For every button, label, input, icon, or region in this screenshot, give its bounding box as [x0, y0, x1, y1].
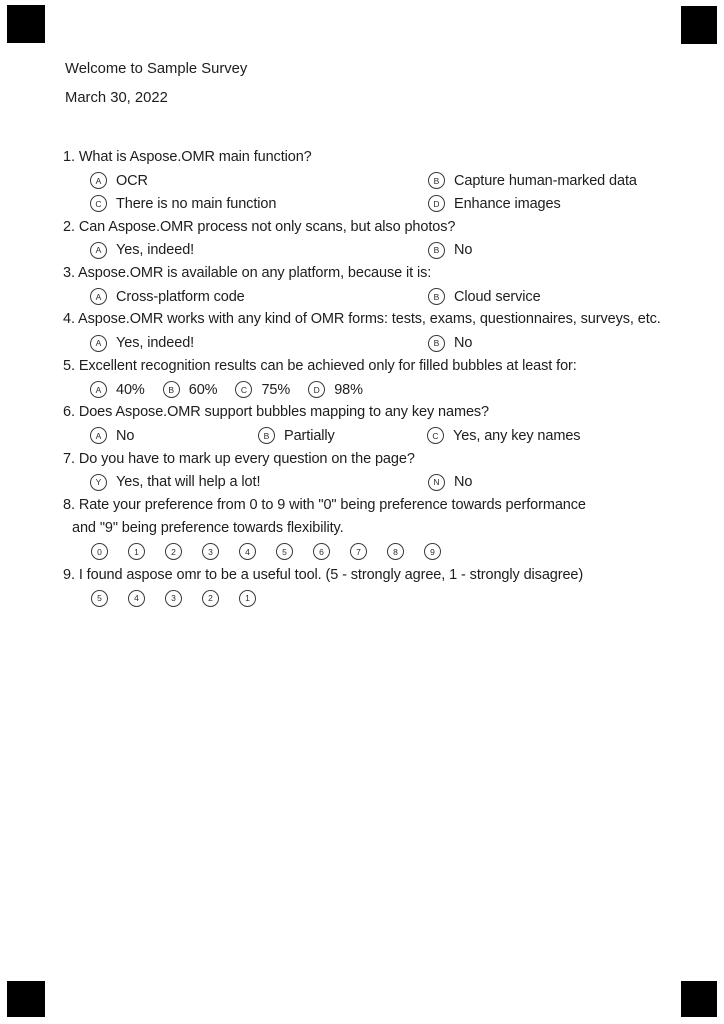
answer-bubble-y[interactable]: Y [90, 474, 107, 491]
answer-option[interactable] [428, 239, 713, 262]
answer-option[interactable] [91, 587, 108, 610]
answer-bubble-a[interactable]: A [90, 288, 107, 305]
answer-option[interactable] [313, 540, 330, 563]
answer-option[interactable] [90, 378, 145, 401]
answer-option[interactable] [258, 424, 427, 447]
answer-option-label: 98% [334, 381, 363, 398]
answer-option-label: No [454, 474, 473, 491]
answer-option-label: Enhance images [454, 195, 561, 212]
question-text: 5. Excellent recognition results can be achieved only for filled bubbles at least for: [63, 357, 577, 374]
answer-bubble-4[interactable]: 4 [239, 543, 256, 560]
answer-bubble-4[interactable]: 4 [128, 590, 145, 607]
answer-option-label: Capture human-marked data [454, 172, 637, 189]
registration-marker-bottom-left [7, 981, 45, 1017]
answer-bubble-1[interactable]: 1 [128, 543, 145, 560]
answer-bubble-b[interactable]: B [163, 381, 180, 398]
answer-option-label: Cloud service [454, 288, 541, 305]
question-text: 4. Aspose.OMR works with any kind of OMR forms: tests, exams, questionnaires, surveys, etc. [63, 311, 661, 328]
answer-option[interactable] [90, 424, 258, 447]
answer-bubble-d[interactable]: D [428, 195, 445, 212]
options-row [91, 540, 713, 563]
question [63, 308, 713, 354]
survey-title: Welcome to Sample Survey [65, 61, 248, 77]
answer-bubble-a[interactable]: A [90, 427, 107, 444]
registration-marker-top-left [7, 5, 45, 43]
answer-option[interactable] [239, 587, 256, 610]
answer-option[interactable] [90, 192, 428, 215]
answer-bubble-b[interactable]: B [428, 335, 445, 352]
answer-bubble-n[interactable]: N [428, 474, 445, 491]
question-text: and "9" being preference towards flexibility. [72, 520, 344, 537]
answer-option[interactable] [235, 378, 290, 401]
answer-bubble-c[interactable]: C [90, 195, 107, 212]
question-text: 2. Can Aspose.OMR process not only scans, but also photos? [63, 218, 456, 235]
questions-list [63, 146, 713, 610]
answer-option[interactable] [239, 540, 256, 563]
answer-option[interactable] [163, 378, 218, 401]
answer-option[interactable] [202, 540, 219, 563]
survey-date: March 30, 2022 [65, 90, 168, 106]
answer-option[interactable] [428, 471, 713, 494]
answer-option-label: Yes, that will help a lot! [116, 474, 261, 491]
answer-bubble-9[interactable]: 9 [424, 543, 441, 560]
answer-option[interactable] [428, 332, 713, 355]
answer-option[interactable] [424, 540, 441, 563]
answer-option[interactable] [428, 169, 713, 192]
answer-option[interactable] [165, 540, 182, 563]
answer-bubble-b[interactable]: B [428, 288, 445, 305]
question [63, 262, 713, 308]
answer-option[interactable] [165, 587, 182, 610]
answer-bubble-b[interactable]: B [428, 242, 445, 259]
options-row [90, 285, 713, 308]
answer-option[interactable] [90, 285, 428, 308]
answer-bubble-c[interactable]: C [427, 427, 444, 444]
question [63, 401, 713, 447]
question [63, 146, 713, 216]
answer-option-label: No [454, 335, 473, 352]
answer-option-label: There is no main function [116, 195, 277, 212]
answer-option[interactable] [387, 540, 404, 563]
answer-option[interactable] [128, 540, 145, 563]
question-text: 6. Does Aspose.OMR support bubbles mapping to any key names? [63, 404, 490, 421]
answer-option-label: No [116, 427, 135, 444]
options-row [90, 424, 713, 447]
answer-bubble-a[interactable]: A [90, 381, 107, 398]
answer-option-label: Yes, any key names [453, 427, 581, 444]
answer-bubble-5[interactable]: 5 [276, 543, 293, 560]
answer-bubble-3[interactable]: 3 [202, 543, 219, 560]
answer-bubble-a[interactable]: A [90, 242, 107, 259]
question [63, 355, 713, 401]
answer-option-label: Partially [284, 427, 335, 444]
question-text: 3. Aspose.OMR is available on any platform, because it is: [63, 264, 432, 281]
answer-bubble-3[interactable]: 3 [165, 590, 182, 607]
answer-bubble-7[interactable]: 7 [350, 543, 367, 560]
answer-bubble-5[interactable]: 5 [91, 590, 108, 607]
options-row [90, 378, 713, 401]
options-row [90, 332, 713, 355]
answer-bubble-2[interactable]: 2 [202, 590, 219, 607]
options-row [90, 169, 713, 215]
answer-bubble-a[interactable]: A [90, 172, 107, 189]
answer-option[interactable] [91, 540, 108, 563]
answer-option-label: 40% [116, 381, 145, 398]
answer-option[interactable] [90, 332, 428, 355]
answer-bubble-0[interactable]: 0 [91, 543, 108, 560]
answer-bubble-8[interactable]: 8 [387, 543, 404, 560]
question [63, 216, 713, 262]
options-row [91, 587, 713, 610]
answer-option[interactable] [128, 587, 145, 610]
question-text: 8. Rate your preference from 0 to 9 with "0" being preference towards performance [63, 496, 586, 513]
answer-option[interactable] [427, 424, 713, 447]
answer-bubble-1[interactable]: 1 [239, 590, 256, 607]
answer-option-label: No [454, 242, 473, 259]
answer-option-label: 75% [261, 381, 291, 398]
answer-option[interactable] [202, 587, 219, 610]
answer-option-label: 60% [188, 381, 218, 398]
question-text: 7. Do you have to mark up every question on the page? [63, 450, 415, 467]
answer-bubble-b[interactable]: B [258, 427, 275, 444]
answer-option[interactable] [308, 378, 363, 401]
answer-option-label: Cross-platform code [116, 288, 245, 305]
question-text: 9. I found aspose omr to be a useful tool. (5 - strongly agree, 1 - strongly disagree) [63, 566, 584, 583]
answer-option[interactable] [428, 192, 713, 215]
answer-bubble-d[interactable]: D [308, 381, 325, 398]
question [63, 564, 713, 610]
answer-option-label: Yes, indeed! [116, 242, 195, 259]
answer-option-label: OCR [116, 172, 148, 189]
answer-option[interactable] [276, 540, 293, 563]
answer-option[interactable] [428, 285, 713, 308]
registration-marker-bottom-right [681, 981, 717, 1017]
answer-option[interactable] [90, 239, 428, 262]
question [63, 494, 713, 564]
answer-bubble-c[interactable]: C [235, 381, 252, 398]
answer-bubble-2[interactable]: 2 [165, 543, 182, 560]
answer-bubble-a[interactable]: A [90, 335, 107, 352]
answer-option[interactable] [90, 471, 428, 494]
answer-option[interactable] [90, 169, 428, 192]
answer-bubble-b[interactable]: B [428, 172, 445, 189]
options-row [90, 239, 713, 262]
answer-option[interactable] [350, 540, 367, 563]
question [63, 448, 713, 494]
question-text: 1. What is Aspose.OMR main function? [63, 149, 312, 165]
answer-bubble-6[interactable]: 6 [313, 543, 330, 560]
answer-option-label: Yes, indeed! [116, 335, 195, 352]
options-row [90, 471, 713, 494]
registration-marker-top-right [681, 6, 717, 44]
